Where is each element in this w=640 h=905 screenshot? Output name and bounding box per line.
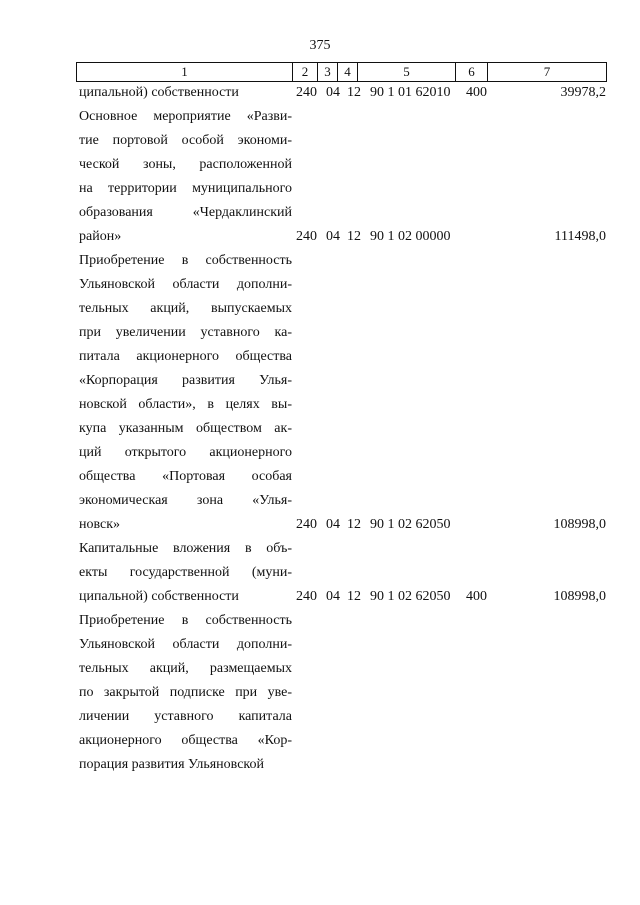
row-col2-value: 240 bbox=[296, 85, 317, 100]
row-col2-value: 240 bbox=[296, 517, 317, 532]
row-description-line: образования «Чердаклинский bbox=[79, 205, 292, 220]
row-col5-value: 90 1 02 00000 bbox=[370, 229, 451, 244]
row-description-line: ций открытого акционерного bbox=[79, 445, 292, 460]
header-col-4: 4 bbox=[338, 63, 358, 82]
row-description-line: тельных акций, выпускаемых bbox=[79, 301, 292, 316]
page-number: 375 bbox=[309, 38, 331, 53]
row-col5-value: 90 1 02 62050 bbox=[370, 517, 451, 532]
row-description-line: экономическая зона «Улья- bbox=[79, 493, 292, 508]
table-row bbox=[0, 609, 640, 777]
row-description-line: Ульяновской области дополни- bbox=[79, 637, 292, 652]
row-description-line: при увеличении уставного ка- bbox=[79, 325, 292, 340]
row-description-line: «Корпорация развития Улья- bbox=[79, 373, 292, 388]
row-col4-value: 12 bbox=[347, 229, 361, 244]
row-description-line: тельных акций, размещаемых bbox=[79, 661, 292, 676]
row-col4-value: 12 bbox=[347, 517, 361, 532]
row-description-line: тие портовой особой экономи- bbox=[79, 133, 292, 148]
row-col7-value: 108998,0 bbox=[553, 589, 606, 604]
row-col4-value: 12 bbox=[347, 589, 361, 604]
column-header-table bbox=[76, 62, 607, 82]
row-col3-value: 04 bbox=[326, 85, 340, 100]
row-description-line: Капитальные вложения в объ- bbox=[79, 541, 292, 556]
row-col2-value: 240 bbox=[296, 229, 317, 244]
row-description-line: район» bbox=[79, 229, 122, 244]
row-col7-value: 111498,0 bbox=[554, 229, 606, 244]
row-description-line: ципальной) собственности bbox=[79, 85, 239, 100]
row-description-line: Основное мероприятие «Разви- bbox=[79, 109, 292, 124]
row-description-line: на территории муниципального bbox=[79, 181, 292, 196]
header-col-7: 7 bbox=[488, 63, 607, 82]
row-col5-value: 90 1 02 62050 bbox=[370, 589, 451, 604]
header-col-6: 6 bbox=[456, 63, 488, 82]
row-description-line: акционерного общества «Кор- bbox=[79, 733, 292, 748]
row-col6-value: 400 bbox=[466, 589, 487, 604]
row-description-line: общества «Портовая особая bbox=[79, 469, 292, 484]
row-description-line: ципальной) собственности bbox=[79, 589, 239, 604]
row-col2-value: 240 bbox=[296, 589, 317, 604]
row-description-line: по закрытой подписке при уве- bbox=[79, 685, 292, 700]
header-col-3: 3 bbox=[318, 63, 338, 82]
row-col3-value: 04 bbox=[326, 517, 340, 532]
row-col5-value: 90 1 01 62010 bbox=[370, 85, 451, 100]
table-row bbox=[0, 105, 640, 249]
row-description-line: Ульяновской области дополни- bbox=[79, 277, 292, 292]
header-col-5: 5 bbox=[358, 63, 456, 82]
row-col3-value: 04 bbox=[326, 589, 340, 604]
table-row bbox=[0, 249, 640, 537]
row-description-line: порация развития Ульяновской bbox=[79, 757, 264, 772]
row-description-line: ческой зоны, расположенной bbox=[79, 157, 292, 172]
row-description-line: новской области», в целях вы- bbox=[79, 397, 292, 412]
row-col7-value: 108998,0 bbox=[553, 517, 606, 532]
table-row bbox=[0, 537, 640, 609]
row-col4-value: 12 bbox=[347, 85, 361, 100]
row-description-line: Приобретение в собственность bbox=[79, 253, 292, 268]
header-col-2: 2 bbox=[293, 63, 318, 82]
row-description-line: Приобретение в собственность bbox=[79, 613, 292, 628]
row-description-line: новск» bbox=[79, 517, 121, 532]
row-description-line: питала акционерного общества bbox=[79, 349, 292, 364]
row-col7-value: 39978,2 bbox=[560, 85, 606, 100]
row-description-line: екты государственной (муни- bbox=[79, 565, 292, 580]
row-col6-value: 400 bbox=[466, 85, 487, 100]
row-description-line: купа указанным обществом ак- bbox=[79, 421, 292, 436]
header-col-1: 1 bbox=[77, 63, 293, 82]
row-col3-value: 04 bbox=[326, 229, 340, 244]
row-description-line: личении уставного капитала bbox=[79, 709, 292, 724]
table-row bbox=[0, 81, 640, 105]
